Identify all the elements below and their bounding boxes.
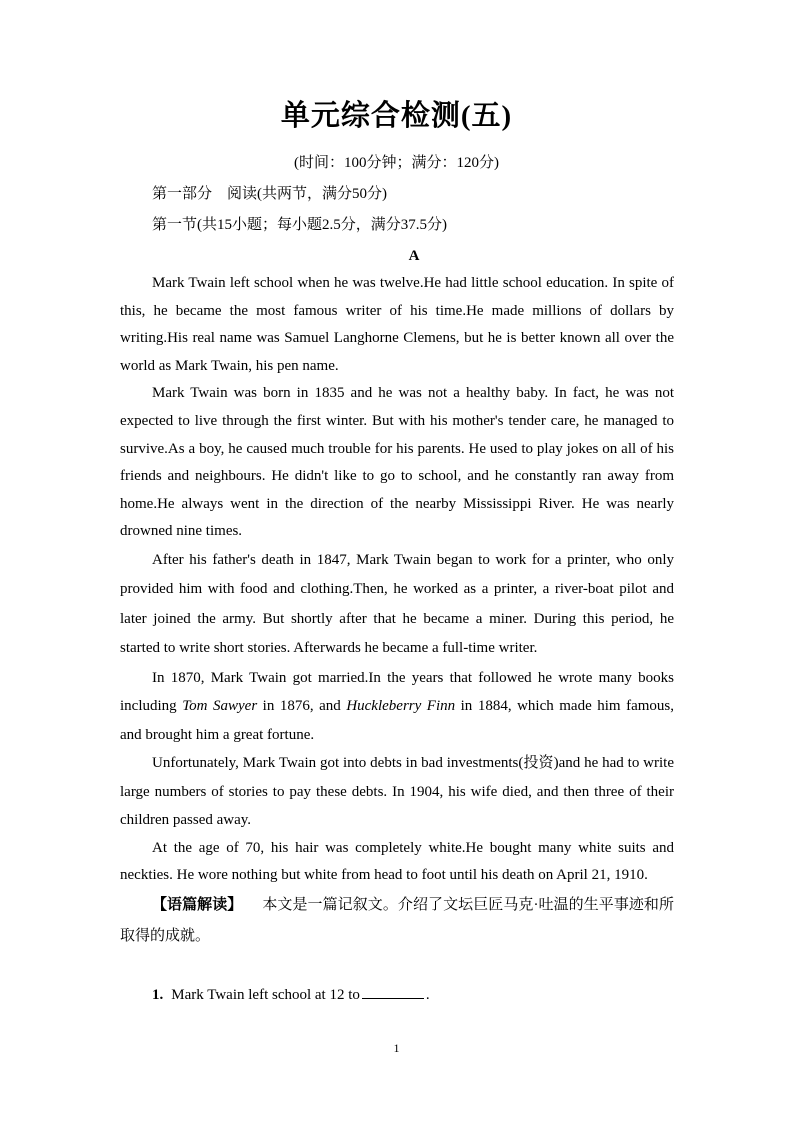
analysis-text: 本文是一篇记叙文。介绍了文坛巨匠马克·吐温的生平事迹和所取得的成就。 — [120, 896, 674, 944]
passage-a — [120, 270, 674, 952]
paragraph-4 — [120, 664, 674, 750]
section-one-heading: 第一节(共15小题；每小题2.5分，满分37.5分) — [152, 217, 447, 233]
paragraph-4-text-a: In 1870, Mark Twain got married.In the years that followed he wrote many books including — [120, 669, 674, 715]
exam-time-score: (时间：100分钟；满分：120分) — [294, 155, 499, 171]
book-title-huckleberry-finn: Huckleberry Finn — [346, 698, 456, 715]
paragraph-2: Mark Twain was born in 1835 and he was not a healthy baby. In fact, he was not expected to live through the first winter. But with his mother's tender care, he managed to survive.As a boy, he caused much trouble for his parents. He used to play jokes on all of his friends and neighbours. He didn't like to go to school, and he constantly ran away from home.He always went in the direction of the nearby Mississippi River. He was nearly drowned nine times. — [120, 385, 674, 540]
page-title: 单元综合检测(五) — [280, 100, 513, 132]
question-1-stem: Mark Twain left school at 12 to — [171, 987, 360, 1003]
paragraph-3: After his father's death in 1847, Mark Twain began to work for a printer, who only provided him with food and clothing.Then, he worked as a printer, a river-boat pilot and later joined the army. But shortly after that he became a miner. During this period, he started to write short stories. Afterwards he became a full-time writer. — [120, 551, 674, 657]
paragraph-4-text-c: in 1884, which made him famous, and brought him a great fortune. — [120, 698, 675, 743]
paragraph-5: Unfortunately, Mark Twain got into debts in bad investments(投资)and he had to write large numbers of stories to pay these debts. In 1904, his wife died, and then three of their children passed away. — [120, 755, 674, 829]
part-one-heading: 第一部分 阅读(共两节，满分50分) — [152, 186, 387, 202]
paragraph-4-text-b: in 1876, and — [257, 698, 347, 715]
paragraph-1: Mark Twain left school when he was twelve.He had little school education. In spite of this, he became the most famous writer of his time.He made millions of dollars by writing.His real name was Samuel Langhorne Clemens, but he is better known all over the world as Mark Twain, his pen name. — [120, 275, 674, 374]
book-title-tom-sawyer: Tom Sawyer — [182, 698, 258, 715]
question-1-number: 1. — [152, 987, 164, 1003]
analysis-label: 【语篇解读】 — [152, 896, 243, 913]
answer-blank — [362, 982, 424, 999]
question-1-end: . — [425, 987, 430, 1003]
page-number: 1 — [393, 1041, 400, 1055]
passage-label: A — [408, 248, 420, 264]
passage-analysis — [120, 890, 674, 952]
paragraph-6: At the age of 70, his hair was completely white.He bought many white suits and neckties. He wore nothing but white from head to foot until his death on April 21, 1910. — [120, 839, 674, 884]
question-1 — [152, 982, 430, 1008]
